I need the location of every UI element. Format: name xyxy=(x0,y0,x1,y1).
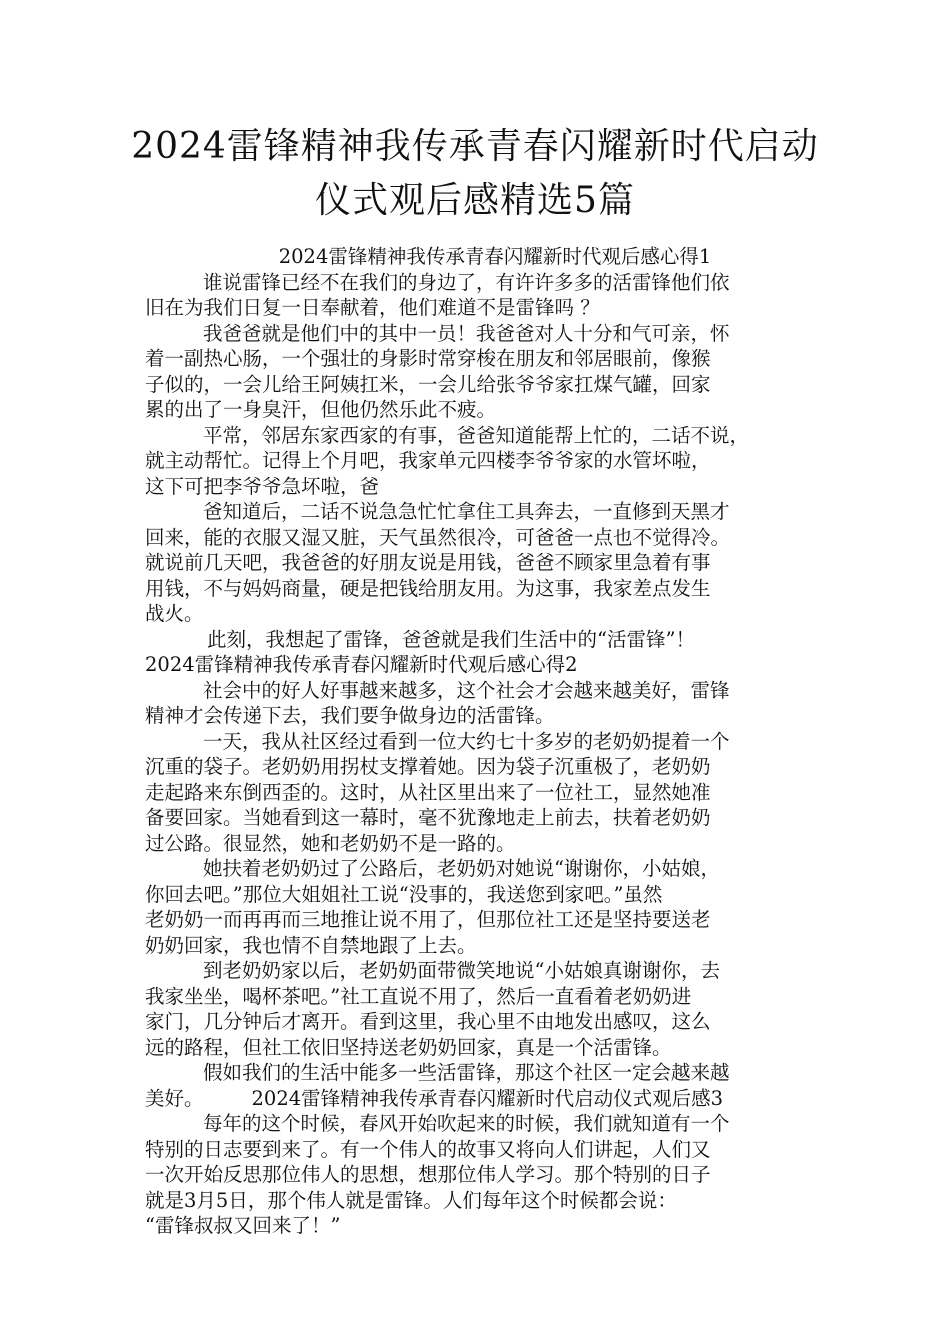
text-fragment: 美好。 xyxy=(145,1086,204,1110)
text-line: 用钱，不与妈妈商量，硬是把钱给朋友用。为这事，我家差点发生 xyxy=(145,576,711,600)
text-line: 精神才会传递下去，我们要争做身边的活雷锋。 xyxy=(145,704,555,727)
text-line: 旧在为我们日复一日奉献着，他们难道不是雷锋吗 ？ xyxy=(145,296,600,319)
text-line: 就是3月5日，那个伟人就是雷锋。人们每年这个时候都会说： xyxy=(145,1188,677,1212)
text-line: 一次开始反思那位伟人的思想，想那位伟人学习。那个特别的日子 xyxy=(145,1163,711,1186)
text-line: 子似的，一会儿给王阿姨扛米，一会儿给张爷爷家扛煤气罐，回家 xyxy=(145,372,711,396)
text-line: 社会中的好人好事越来越多，这个社会才会越来越美好，雷锋 xyxy=(203,678,730,702)
document-title xyxy=(60,120,890,228)
title-line-1: 2024雷锋精神我传承青春闪耀新时代启动 xyxy=(131,126,819,167)
text-line: 过公路。很显然，她和老奶奶不是一路的。 xyxy=(145,831,516,855)
text-line: 备要回家。当她看到这一幕时，毫不犹豫地走上前去，扶着老奶奶 xyxy=(145,806,711,829)
text-line: 走起路来东倒西歪的。这时，从社区里出来了一位社工，显然她准 xyxy=(145,780,711,804)
text-line: 平常，邻居东家西家的有事，爸爸知道能帮上忙的，二话不说， xyxy=(203,423,750,447)
text-line: 我家坐坐，喝杯茶吧。”社工直说不用了，然后一直看着老奶奶进 xyxy=(145,984,692,1008)
text-line: 沉重的袋子。老奶奶用拐杖支撑着她。因为袋子沉重极了，老奶奶 xyxy=(145,755,711,778)
text-line: 老奶奶一而再再而三地推让说不用了，但那位社工还是坚持要送老 xyxy=(145,908,711,931)
text-line: 着一副热心肠，一个强壮的身影时常穿梭在朋友和邻居眼前，像猴 xyxy=(145,347,711,370)
text-line: 假如我们的生活中能多一些活雷锋，那这个社区一定会越来越 xyxy=(203,1061,730,1084)
text-line: 特别的日志要到来了。有一个伟人的故事又将向人们讲起，人们又 xyxy=(145,1137,711,1161)
document-body xyxy=(145,244,825,1239)
text-line: 我爸爸就是他们中的其中一员！我爸爸对人十分和气可亲，怀 xyxy=(203,321,730,345)
title-line-2: 仪式观后感精选5篇 xyxy=(315,180,635,221)
text-line: 一天，我从社区经过看到一位大约七十多岁的老奶奶提着一个 xyxy=(203,729,730,753)
section-heading-2: 2024雷锋精神我传承青春闪耀新时代观后感心得2 xyxy=(145,653,578,676)
text-line: 就主动帮忙。记得上个月吧，我家单元四楼李爷爷家的水管坏啦， xyxy=(145,449,711,472)
text-line: 这下可把李爷爷急坏啦，爸 xyxy=(145,474,380,498)
section-heading-1: 2024雷锋精神我传承青春闪耀新时代观后感心得1 xyxy=(278,245,712,268)
text-line: 此刻，我想起了雷锋，爸爸就是我们生活中的“活雷锋”！ xyxy=(207,627,695,651)
text-line: 就说前几天吧，我爸爸的好朋友说是用钱，爸爸不顾家里急着有事 xyxy=(145,551,711,574)
text-line: 战火。 xyxy=(145,602,204,625)
text-line: 你回去吧。”那位大姐姐社工说“没事的，我送您到家吧。”虽然 xyxy=(145,882,663,906)
text-line: 回来，能的衣服又湿又脏，天气虽然很冷，可爸爸一点也不觉得冷。 xyxy=(145,525,731,549)
text-line: “雷锋叔叔又回来了！” xyxy=(145,1214,341,1237)
text-line: 她扶着老奶奶过了公路后，老奶奶对她说“谢谢你，小姑娘， xyxy=(203,857,720,880)
text-line: 远的路程，但社工依旧坚持送老奶奶回家，真是一个活雷锋。 xyxy=(145,1035,672,1059)
section-heading-3: 2024雷锋精神我传承青春闪耀新时代启动仪式观后感3 xyxy=(251,1086,724,1110)
text-line-with-heading xyxy=(145,1086,825,1112)
text-line: 到老奶奶家以后，老奶奶面带微笑地说“小姑娘真谢谢你，去 xyxy=(203,959,720,982)
text-line: 家门，几分钟后才离开。看到这里，我心里不由地发出感叹，这么 xyxy=(145,1010,711,1033)
text-line: 谁说雷锋已经不在我们的身边了，有许许多多的活雷锋他们依 xyxy=(203,270,730,294)
text-line: 奶奶回家，我也情不自禁地跟了上去。 xyxy=(145,933,477,957)
text-line: 每年的这个时候，春风开始吹起来的时候，我们就知道有一个 xyxy=(203,1112,730,1135)
text-line: 累的出了一身臭汗，但他仍然乐此不疲。 xyxy=(145,398,497,421)
text-line: 爸知道后，二话不说急急忙忙拿住工具奔去，一直修到天黑才 xyxy=(203,500,730,523)
